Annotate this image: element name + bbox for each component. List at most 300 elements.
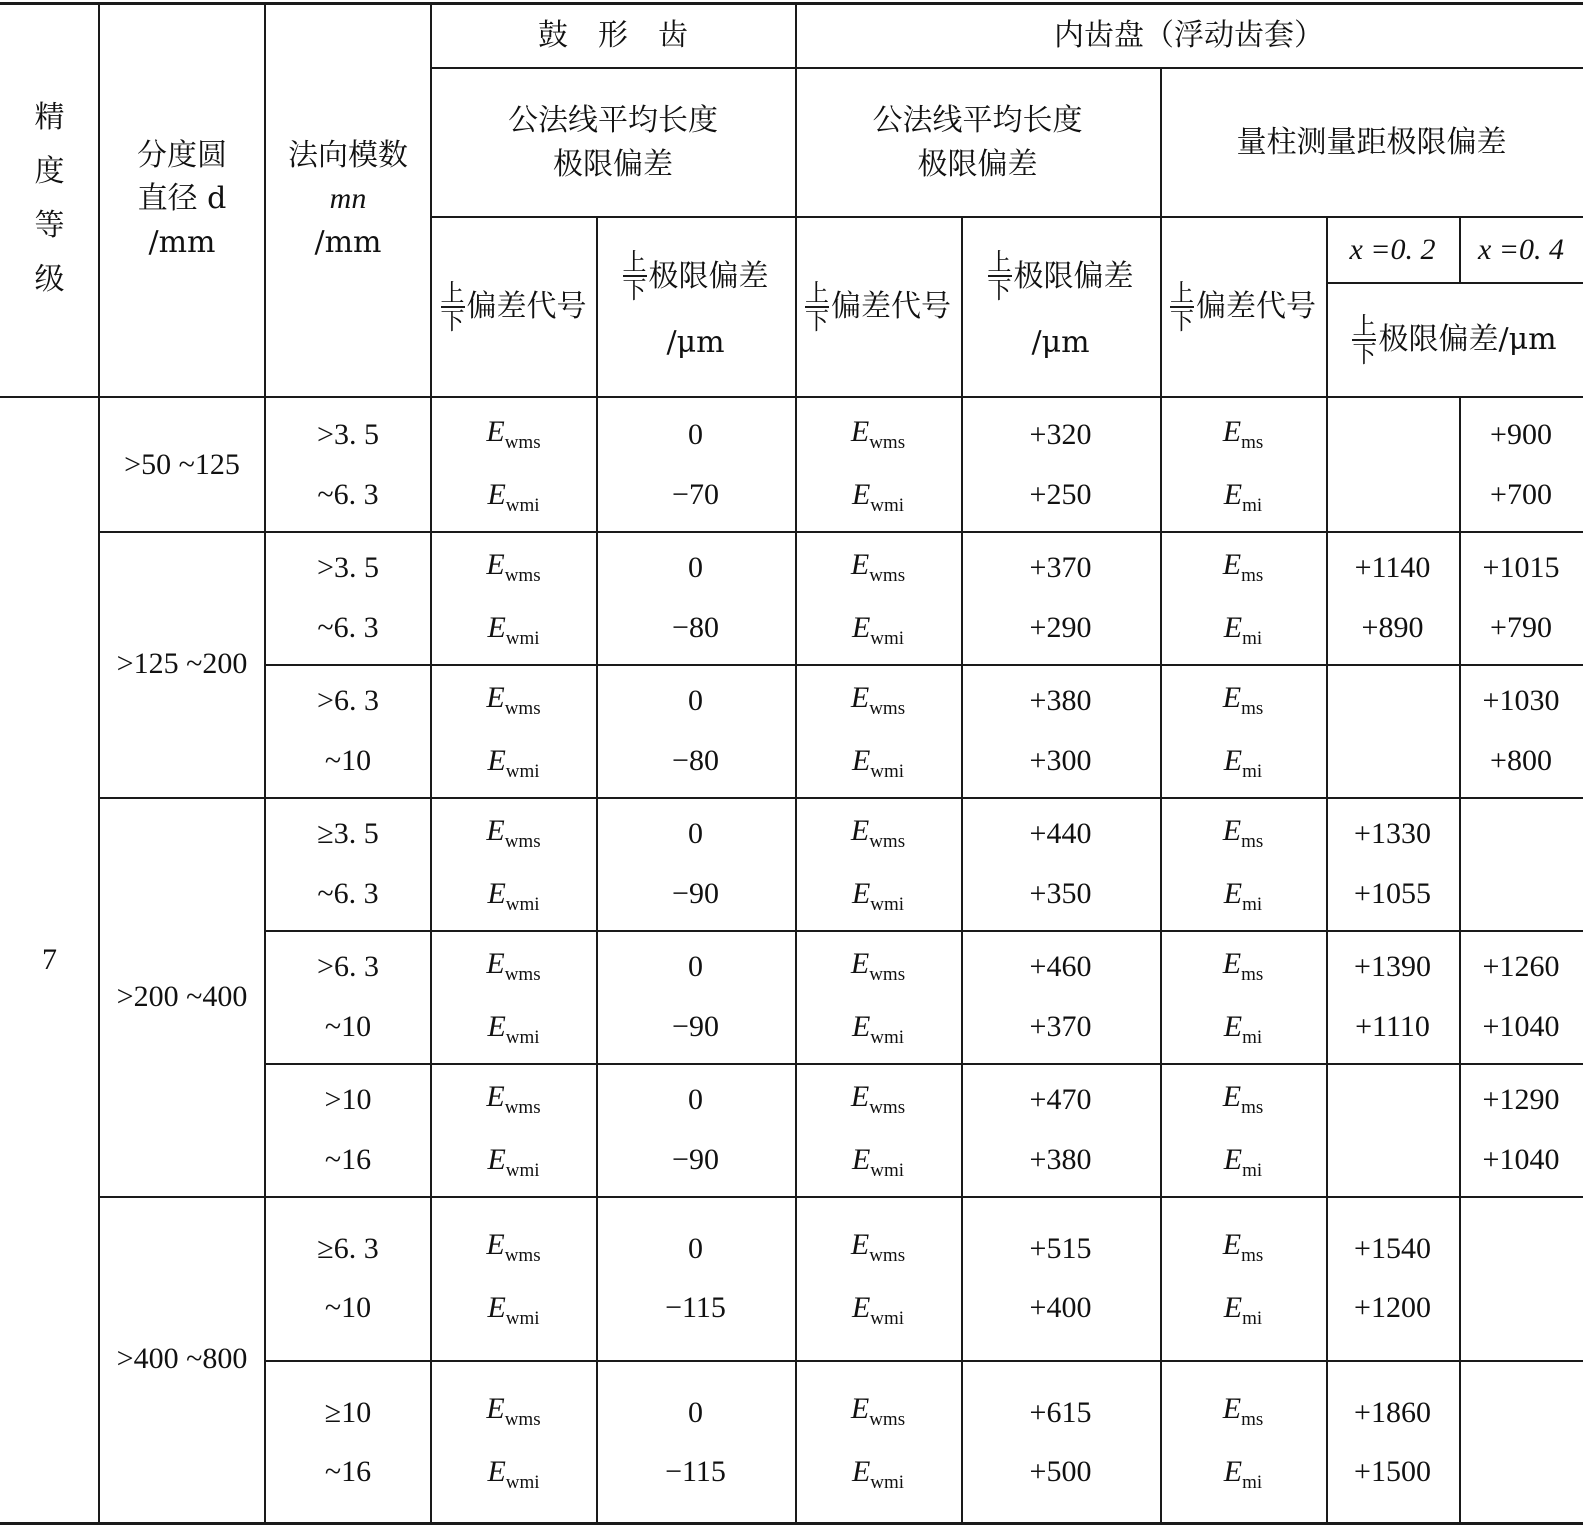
ring-code-cell	[795, 531, 961, 664]
lower-limit-value: +250	[1029, 477, 1092, 511]
code-letter: E	[1223, 1142, 1243, 1176]
code-subscript: wmi	[870, 627, 905, 649]
inner-ring-header	[795, 5, 1583, 67]
code-subscript: wms	[504, 1096, 541, 1118]
module-cell	[265, 1360, 431, 1524]
module-range	[317, 546, 379, 649]
upper-limit-value: +470	[1029, 1083, 1092, 1116]
code-subscript: ms	[1241, 431, 1264, 453]
code-subscript: mi	[1242, 627, 1263, 649]
code-letter: E	[851, 1455, 871, 1488]
grade-value: 7	[42, 943, 57, 977]
x02-cell	[1326, 664, 1459, 797]
module-upper: ~6. 3	[317, 610, 379, 644]
lower-deviation-code	[486, 606, 540, 653]
code-subscript: wms	[504, 1245, 541, 1267]
diameter-cell	[99, 398, 265, 531]
diameter-cell	[99, 531, 265, 797]
lower-limit-value: +290	[1029, 610, 1092, 644]
upper-mark: 上	[622, 248, 647, 277]
upper-limit-value: 0	[688, 1395, 703, 1429]
pin-limit-header-text: 极限偏差∕μm	[1378, 322, 1557, 358]
upper-mark: 上	[1352, 312, 1377, 340]
diameter-value: >200 ~400	[116, 979, 248, 1013]
code-subscript: wmi	[870, 1159, 905, 1181]
lower-limit-value: +1040	[1482, 1142, 1560, 1176]
upper-deviation-code	[1223, 543, 1264, 590]
upper-deviation-code	[486, 410, 540, 457]
upper-deviation-code	[486, 1223, 540, 1270]
deviation-code-pair	[1223, 410, 1264, 519]
lower-limit-value: +300	[1029, 743, 1092, 777]
lower-limit-value: +350	[1029, 876, 1092, 910]
diameter-header	[99, 2, 265, 396]
pin-code-header-text: 偏差代号	[1196, 289, 1316, 325]
x02-cell	[1326, 398, 1459, 531]
upper-mark: 上	[1170, 279, 1194, 307]
module-cell	[265, 797, 431, 930]
limit-value-pair	[1483, 1078, 1560, 1181]
lower-limit-value: +500	[1029, 1455, 1092, 1488]
module-cell	[265, 1063, 431, 1196]
code-letter: E	[1222, 547, 1242, 581]
limit-value-pair	[1030, 546, 1092, 649]
lower-mark: 下	[1352, 340, 1377, 368]
module-lower: ≥6. 3	[317, 1231, 379, 1265]
code-subscript: wmi	[505, 1159, 540, 1181]
drum-limit-cell	[596, 531, 795, 664]
lower-deviation-code	[1223, 1286, 1264, 1333]
x04-cell	[1459, 930, 1583, 1063]
upper-lower-mark	[1352, 313, 1376, 367]
code-letter: E	[1222, 1228, 1242, 1262]
code-letter: E	[851, 876, 871, 910]
code-subscript: wms	[869, 1409, 906, 1431]
code-letter: E	[487, 1142, 506, 1176]
upper-deviation-code	[486, 543, 540, 590]
deviation-code-pair	[851, 1387, 905, 1496]
module-upper: ~6. 3	[317, 876, 379, 910]
code-letter: E	[1223, 876, 1243, 910]
inner-ring-header-text: 内齿盘（浮动齿套）	[1054, 18, 1324, 54]
diameter-cell	[99, 1196, 265, 1522]
code-letter: E	[850, 680, 870, 714]
code-letter: E	[1223, 743, 1243, 777]
ring-limit-cell	[961, 664, 1160, 797]
deviation-code-pair	[486, 942, 540, 1051]
diameter-value: >400 ~800	[116, 1342, 248, 1376]
code-letter: E	[851, 1291, 871, 1324]
code-subscript: wmi	[870, 1308, 905, 1329]
drum-code-cell	[431, 664, 596, 797]
pin-deviation-header	[1160, 69, 1583, 216]
deviation-code-pair	[486, 1387, 540, 1496]
code-subscript: wmi	[505, 494, 540, 516]
lower-limit-value: +400	[1029, 1291, 1092, 1324]
module-upper: ~6. 3	[317, 477, 379, 511]
ring-limit-cell	[961, 531, 1160, 664]
code-letter: E	[1222, 414, 1242, 448]
deviation-code-pair	[851, 543, 905, 652]
drum-code-cell	[431, 531, 596, 664]
drum-limit-header	[596, 218, 795, 396]
upper-limit-value: 0	[688, 1231, 703, 1265]
code-subscript: wmi	[870, 1472, 905, 1493]
lower-deviation-code	[486, 1138, 540, 1185]
upper-limit-value: +320	[1029, 418, 1092, 451]
module-symbol: mn	[329, 182, 367, 216]
code-letter: E	[486, 547, 505, 581]
code-subscript: wmi	[870, 760, 905, 782]
code-letter: E	[851, 743, 871, 777]
lower-deviation-code	[1223, 1138, 1264, 1185]
limit-value-pair	[1490, 413, 1552, 516]
code-letter: E	[1222, 1079, 1242, 1113]
limit-value-pair	[1483, 679, 1560, 782]
lower-deviation-code	[486, 1005, 540, 1052]
limit-value-pair	[1030, 1227, 1092, 1330]
lower-limit-value: −80	[672, 610, 719, 644]
upper-limit-value: +1860	[1354, 1395, 1431, 1429]
upper-deviation-code	[851, 942, 905, 989]
diameter-header-line-2: 直径 d	[137, 181, 227, 217]
pin-deviation-text: 量柱测量距极限偏差	[1236, 124, 1507, 160]
lower-deviation-code	[486, 473, 540, 520]
code-subscript: wmi	[870, 494, 905, 516]
lower-limit-value: −90	[672, 1142, 719, 1176]
x04-cell	[1459, 1360, 1583, 1524]
module-range	[317, 945, 379, 1048]
deviation-code-pair	[486, 676, 540, 785]
pin-limit-header	[1326, 284, 1583, 396]
limit-value-pair	[672, 945, 719, 1048]
upper-mark: 上	[440, 279, 465, 307]
code-letter: E	[487, 1009, 506, 1043]
lower-deviation-code	[1223, 606, 1264, 653]
lower-limit-value: −115	[665, 1455, 726, 1488]
pin-code-cell	[1160, 930, 1326, 1063]
code-letter: E	[487, 876, 506, 910]
upper-deviation-code	[851, 1223, 905, 1270]
code-letter: E	[1223, 477, 1243, 511]
x04-cell	[1459, 531, 1583, 664]
upper-deviation-code	[486, 676, 540, 723]
deviation-code-pair	[486, 1075, 540, 1184]
ring-wn-line-2: 极限偏差	[917, 146, 1038, 182]
code-letter: E	[850, 414, 870, 448]
module-range	[317, 679, 379, 782]
code-subscript: ms	[1241, 963, 1264, 985]
upper-deviation-code	[851, 676, 905, 723]
deviation-code-pair	[1223, 676, 1264, 785]
limit-value-pair	[1483, 945, 1560, 1048]
deviation-code-pair	[851, 410, 905, 519]
limit-value-pair	[1355, 546, 1431, 649]
upper-lower-mark	[441, 280, 465, 334]
code-letter: E	[487, 1291, 506, 1324]
module-cell	[265, 398, 431, 531]
upper-limit-value: 0	[687, 684, 703, 717]
lower-deviation-code	[486, 872, 540, 919]
ring-limit-cell	[961, 930, 1160, 1063]
code-letter: E	[486, 1392, 505, 1426]
upper-lower-mark	[805, 280, 829, 334]
code-subscript: mi	[1242, 1026, 1263, 1048]
code-letter: E	[1222, 1392, 1242, 1426]
x02-header-text: x =0. 2	[1349, 233, 1436, 267]
code-letter: E	[486, 813, 505, 847]
pin-code-cell	[1160, 1063, 1326, 1196]
drum-limit-header-title	[623, 249, 769, 303]
module-lower: >6. 3	[317, 684, 379, 717]
drum-code-cell	[431, 1063, 596, 1196]
upper-deviation-code	[851, 543, 905, 590]
code-subscript: wms	[869, 830, 906, 852]
ring-limit-cell	[961, 797, 1160, 930]
upper-limit-value: +1390	[1354, 950, 1431, 983]
module-header-line-3: ∕mm	[314, 224, 382, 260]
code-subscript: wmi	[870, 1026, 905, 1048]
code-letter: E	[1223, 610, 1243, 644]
code-letter: E	[487, 743, 506, 777]
upper-limit-value: +460	[1029, 950, 1092, 983]
x02-cell	[1326, 1196, 1459, 1360]
code-subscript: mi	[1242, 1159, 1263, 1181]
code-letter: E	[487, 610, 506, 644]
module-lower: ≥10	[324, 1395, 372, 1429]
drum-limit-cell	[596, 1063, 795, 1196]
lower-deviation-code	[1223, 739, 1264, 786]
code-letter: E	[1222, 813, 1242, 847]
drum-limit-cell	[596, 1196, 795, 1360]
module-header	[265, 2, 431, 396]
limit-value-pair	[1354, 1227, 1431, 1330]
module-lower: >10	[324, 1083, 372, 1116]
x02-header	[1326, 218, 1459, 282]
code-subscript: wms	[504, 963, 541, 985]
x02-cell	[1326, 1360, 1459, 1524]
upper-deviation-code	[1223, 809, 1264, 856]
deviation-code-pair	[1223, 942, 1264, 1051]
code-subscript: wmi	[870, 893, 905, 915]
code-subscript: wms	[504, 830, 541, 852]
upper-deviation-code	[851, 809, 905, 856]
upper-limit-value: +370	[1029, 551, 1092, 584]
upper-limit-value: +1290	[1482, 1083, 1560, 1116]
deviation-code-pair	[851, 676, 905, 785]
lower-deviation-code	[851, 1005, 905, 1052]
module-cell	[265, 930, 431, 1063]
module-lower: >3. 5	[317, 551, 379, 584]
ring-limit-cell	[961, 1063, 1160, 1196]
ring-wn-header	[795, 69, 1160, 216]
limit-value-pair	[1030, 679, 1092, 782]
limit-value-pair	[1030, 945, 1092, 1048]
code-subscript: mi	[1242, 1472, 1263, 1493]
deviation-code-pair	[851, 942, 905, 1051]
x04-cell	[1459, 797, 1583, 930]
drum-gear-header-text: 鼓 形 齿	[538, 18, 688, 54]
code-subscript: wms	[504, 1409, 541, 1431]
upper-deviation-code	[851, 410, 905, 457]
lower-mark: 下	[987, 276, 1012, 305]
deviation-code-pair	[851, 1223, 905, 1332]
code-subscript: mi	[1242, 1308, 1263, 1329]
upper-deviation-code	[486, 1387, 540, 1434]
ring-code-cell	[795, 1196, 961, 1360]
ring-limit-header-title-text: 极限偏差	[1013, 258, 1134, 294]
upper-limit-value: +440	[1029, 817, 1092, 850]
lower-deviation-code	[1223, 1005, 1264, 1052]
deviation-code-pair	[486, 543, 540, 652]
limit-value-pair	[1030, 413, 1092, 516]
deviation-code-pair	[851, 809, 905, 918]
diameter-value: >125 ~200	[116, 647, 248, 681]
limit-value-pair	[672, 812, 719, 915]
x04-cell	[1459, 664, 1583, 797]
lower-limit-value: +1040	[1482, 1009, 1560, 1043]
limit-value-pair	[1483, 546, 1560, 649]
code-subscript: wmi	[505, 893, 540, 915]
lower-deviation-code	[851, 1286, 905, 1333]
code-subscript: ms	[1241, 1096, 1264, 1118]
deviation-code-pair	[1223, 1075, 1264, 1184]
upper-limit-value: 0	[687, 418, 703, 451]
drum-limit-cell	[596, 1360, 795, 1524]
pin-code-cell	[1160, 664, 1326, 797]
code-letter: E	[486, 946, 505, 980]
limit-value-pair	[1030, 1391, 1092, 1494]
module-upper: ~16	[324, 1455, 372, 1488]
code-letter: E	[1223, 1009, 1243, 1043]
code-letter: E	[486, 1079, 505, 1113]
code-subscript: wmi	[505, 627, 540, 649]
module-header-line-1: 法向模数	[288, 137, 408, 173]
upper-deviation-code	[486, 1075, 540, 1122]
code-letter: E	[1222, 680, 1242, 714]
limit-value-pair	[1354, 945, 1431, 1048]
lower-limit-value: +1500	[1354, 1455, 1431, 1488]
pin-code-cell	[1160, 1196, 1326, 1360]
limit-value-pair	[1354, 812, 1431, 915]
drum-limit-cell	[596, 930, 795, 1063]
drum-code-header-text: 偏差代号	[466, 289, 587, 325]
upper-limit-value: 0	[687, 817, 703, 850]
drum-wn-line-2: 极限偏差	[553, 146, 673, 182]
lower-deviation-code	[1223, 1450, 1264, 1497]
upper-limit-value: +615	[1029, 1395, 1092, 1429]
upper-deviation-code	[1223, 1223, 1264, 1270]
diameter-header-line-3: ∕mm	[148, 224, 216, 260]
upper-limit-value: 0	[687, 1083, 703, 1116]
module-range	[317, 812, 378, 915]
upper-limit-value: +1540	[1354, 1231, 1431, 1265]
upper-limit-value: +1015	[1482, 551, 1560, 584]
lower-limit-value: +790	[1490, 610, 1552, 644]
x04-cell	[1459, 398, 1583, 531]
module-upper: ~10	[324, 1291, 372, 1324]
code-letter: E	[487, 1455, 506, 1488]
lower-limit-value: +370	[1029, 1009, 1092, 1043]
code-subscript: wms	[504, 564, 541, 586]
upper-deviation-code	[1223, 1075, 1264, 1122]
code-subscript: ms	[1241, 697, 1264, 719]
x02-cell	[1326, 797, 1459, 930]
lower-deviation-code	[486, 1286, 540, 1333]
module-cell	[265, 664, 431, 797]
lower-mark: 下	[622, 276, 647, 305]
code-subscript: wmi	[505, 1026, 540, 1048]
upper-limit-value: +1030	[1482, 684, 1560, 717]
module-cell	[265, 1196, 431, 1360]
lower-deviation-code	[486, 1450, 540, 1497]
ring-code-cell	[795, 797, 961, 930]
limit-value-pair	[672, 1078, 719, 1181]
lower-deviation-code	[851, 1138, 905, 1185]
module-range	[317, 413, 379, 516]
module-upper: ~16	[324, 1142, 372, 1176]
module-upper: ~10	[324, 1009, 372, 1043]
lower-deviation-code	[851, 739, 905, 786]
upper-deviation-code	[1223, 1387, 1264, 1434]
x04-cell	[1459, 1196, 1583, 1360]
code-subscript: ms	[1241, 564, 1264, 586]
code-subscript: wms	[869, 1245, 906, 1267]
code-letter: E	[851, 610, 871, 644]
code-subscript: wms	[869, 697, 906, 719]
upper-lower-mark	[623, 249, 647, 303]
deviation-code-pair	[486, 809, 540, 918]
ring-limit-cell	[961, 1196, 1160, 1360]
ring-code-cell	[795, 930, 961, 1063]
upper-limit-value: +1330	[1354, 817, 1431, 850]
drum-wn-line-1: 公法线平均长度	[508, 103, 718, 138]
ring-limit-cell	[961, 1360, 1160, 1524]
lower-deviation-code	[486, 739, 540, 786]
deviation-code-pair	[1223, 1387, 1264, 1496]
upper-deviation-code	[486, 942, 540, 989]
ring-code-cell	[795, 664, 961, 797]
diameter-cell	[99, 797, 265, 1196]
lower-limit-value: +1055	[1354, 876, 1431, 910]
module-range	[325, 1078, 372, 1181]
lower-limit-value: +1110	[1355, 1009, 1430, 1043]
ring-code-cell	[795, 398, 961, 531]
lower-limit-value: −115	[665, 1291, 726, 1324]
upper-deviation-code	[486, 809, 540, 856]
code-subscript: wmi	[505, 1308, 540, 1329]
code-subscript: ms	[1241, 1245, 1264, 1267]
drum-code-cell	[431, 398, 596, 531]
code-subscript: wms	[869, 1096, 906, 1118]
module-upper: ~10	[324, 743, 372, 777]
limit-value-pair	[1354, 1391, 1431, 1494]
upper-limit-value: 0	[687, 950, 703, 983]
upper-limit-value: +515	[1029, 1231, 1092, 1265]
drum-code-cell	[431, 1360, 596, 1524]
lower-deviation-code	[1223, 473, 1264, 520]
upper-deviation-code	[851, 1075, 905, 1122]
code-subscript: wms	[869, 564, 906, 586]
deviation-code-pair	[1223, 809, 1264, 918]
ring-limit-header-unit: ∕μm	[1031, 325, 1090, 361]
diameter-header-line-1: 分度圆	[137, 137, 227, 173]
code-subscript: wms	[504, 697, 541, 719]
module-lower: ≥3. 5	[317, 817, 379, 850]
upper-mark: 上	[805, 279, 829, 307]
drum-limit-cell	[596, 664, 795, 797]
code-letter: E	[850, 946, 870, 980]
